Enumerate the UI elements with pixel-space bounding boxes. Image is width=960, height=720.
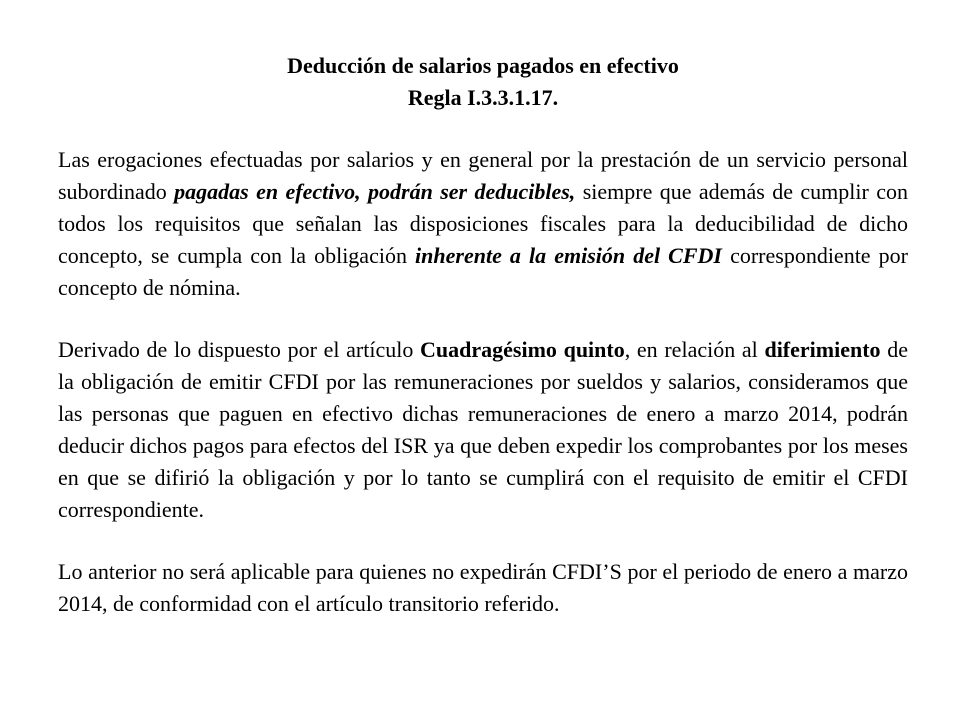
paragraph-1-emphasis-2: inherente a la emisión del CFDI [415,243,722,268]
paragraph-2-text-3: de la obligación de emitir CFDI por las remuneraciones por sueldos y salarios, consideramos que las personas que paguen en efectivo dichas remuneraciones de enero a marzo 2014, podrán deducir dichos pagos para efectos del ISR ya que deben expedir los comprobantes por los meses en que se difirió la obligación y por lo tanto se cumplirá con el requisito de emitir el CFDI correspondiente. [58,337,908,522]
title-line-2: Regla I.3.3.1.17. [407,85,559,110]
paragraph-2-text-1: Derivado de lo dispuesto por el artículo [58,337,421,362]
paragraph-3-text-1: Lo anterior no será aplicable para quienes no expedirán CFDI’S por el periodo de enero a marzo 2014, de conformidad con el artículo transitorio referido. [58,559,908,616]
paragraph-2-bold-1: Cuadragésimo quinto [420,337,625,362]
paragraph-1 [58,144,908,304]
title-line-1: Deducción de salarios pagados en efectivo [287,53,679,78]
paragraph-1-text-3: correspondiente por concepto de nómina. [58,243,908,300]
paragraph-2 [58,334,908,526]
paragraph-2-bold-2: diferimiento [764,337,881,362]
paragraph-2-text-2: , en relación al [624,337,765,362]
paragraph-3 [58,556,908,620]
paragraph-1-emphasis-1: pagadas en efectivo, podrán ser deducibles, [174,179,576,204]
paragraph-1-text-2: siempre que además de cumplir con todos los requisitos que señalan las disposiciones fiscales para la deducibilidad de dicho concepto, se cumpla con la obligación [58,179,909,268]
paragraph-1-text-1: Las erogaciones efectuadas por salarios y en general por la prestación de un servicio personal subordinado [58,147,908,204]
document-title [58,50,908,114]
